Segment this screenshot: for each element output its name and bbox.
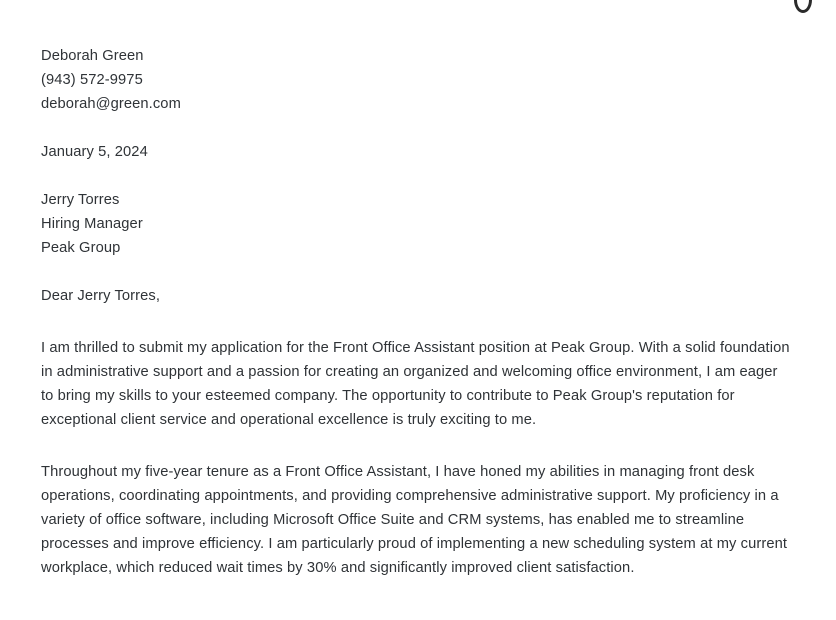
- recipient-company: Peak Group: [41, 240, 121, 256]
- sender-email: deborah@green.com: [41, 96, 181, 112]
- sender-name: Deborah Green: [41, 48, 144, 64]
- salutation: Dear Jerry Torres,: [41, 288, 161, 304]
- circle-glyph-icon: [794, 0, 812, 13]
- recipient-title: Hiring Manager: [41, 216, 143, 232]
- sender-contact-block: [41, 44, 791, 116]
- letter-date-block: [41, 140, 791, 164]
- salutation-block: [41, 284, 791, 308]
- cover-letter-body: [41, 44, 791, 580]
- letter-date: January 5, 2024: [41, 144, 148, 160]
- sender-phone: (943) 572-9975: [41, 72, 143, 88]
- body-paragraph-2: Throughout my five-year tenure as a Front Office Assistant, I have honed my abilities in managing front desk operations, coordinating appointments, and providing comprehensive administrative support. My proficiency in a variety of office software, including Microsoft Office Suite and CRM systems, has enabled me to streamline processes and improve efficiency. I am particularly proud of implementing a new scheduling system at my current workplace, which reduced wait times by 30% and significantly improved client satisfaction.: [41, 464, 788, 576]
- recipient-name: Jerry Torres: [41, 192, 120, 208]
- body-paragraph-1: I am thrilled to submit my application for the Front Office Assistant position at Peak Group. With a solid foundation in administrative support and a passion for creating an organized and welcoming office environment, I am eager to bring my skills to your esteemed company. The opportunity to contribute to Peak Group's reputation for exceptional client service and operational excellence is truly exciting to me.: [41, 340, 790, 428]
- recipient-block: [41, 188, 791, 260]
